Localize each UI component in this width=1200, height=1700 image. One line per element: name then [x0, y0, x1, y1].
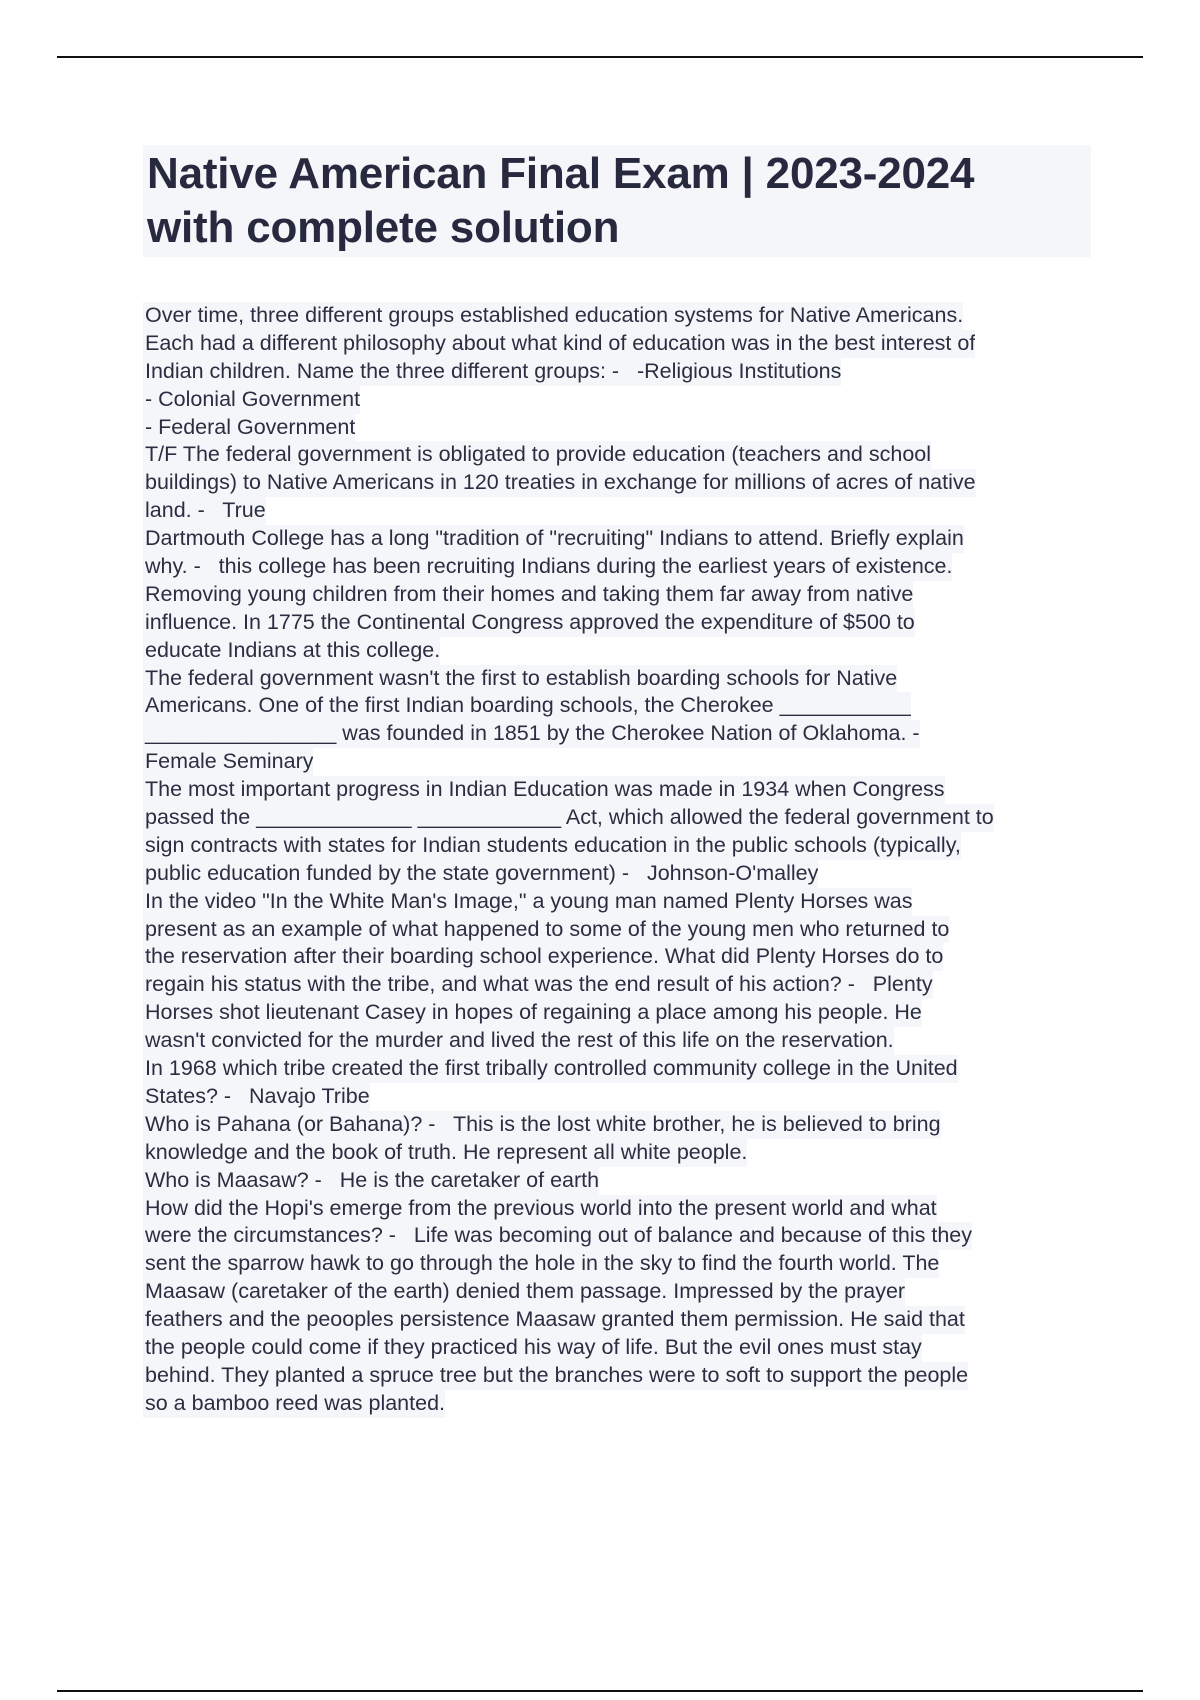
body-text-line: public education funded by the state government) - Johnson-O'malley: [143, 860, 818, 888]
body-text-line: ________________ was founded in 1851 by the Cherokee Nation of Oklahoma. -: [143, 720, 920, 748]
body-text-line: feathers and the peooples persistence Maasaw granted them permission. He said that: [143, 1306, 965, 1334]
body-text-line: States? - Navajo Tribe: [143, 1083, 370, 1111]
body-text-line: In the video "In the White Man's Image," a young man named Plenty Horses was: [143, 888, 912, 916]
body-text-line: - Colonial Government: [143, 386, 360, 414]
document-body: [143, 302, 1091, 1418]
body-text-line: T/F The federal government is obligated to provide education (teachers and school: [143, 441, 931, 469]
body-text-line: Each had a different philosophy about what kind of education was in the best interest of: [143, 330, 975, 358]
body-text-line: In 1968 which tribe created the first tribally controlled community college in the United: [143, 1055, 958, 1083]
title-line: Native American Final Exam | 2023-2024: [147, 149, 975, 198]
body-text-line: the people could come if they practiced his way of life. But the evil ones must stay: [143, 1334, 922, 1362]
body-text-line: Dartmouth College has a long "tradition of "recruiting" Indians to attend. Briefly explain: [143, 525, 964, 553]
body-text-line: behind. They planted a spruce tree but the branches were to soft to support the people: [143, 1362, 968, 1390]
body-text-line: educate Indians at this college.: [143, 637, 440, 665]
body-text-line: buildings) to Native Americans in 120 treaties in exchange for millions of acres of native: [143, 469, 976, 497]
body-text-line: why. - this college has been recruiting Indians during the earliest years of existence.: [143, 553, 952, 581]
body-text-line: - Federal Government: [143, 414, 355, 442]
title-line: with complete solution: [147, 203, 620, 252]
body-text-line: the reservation after their boarding school experience. What did Plenty Horses do to: [143, 943, 943, 971]
body-text-line: Over time, three different groups established education systems for Native Americans.: [143, 302, 963, 330]
header-rule: [57, 56, 1143, 58]
body-text-line: land. - True: [143, 497, 266, 525]
body-text-line: Maasaw (caretaker of the earth) denied them passage. Impressed by the prayer: [143, 1278, 905, 1306]
body-text-line: Who is Maasaw? - He is the caretaker of earth: [143, 1167, 599, 1195]
page-title: [147, 147, 1087, 255]
body-text-line: were the circumstances? - Life was becoming out of balance and because of this they: [143, 1222, 972, 1250]
body-text-line: Americans. One of the first Indian boarding schools, the Cherokee ___________: [143, 692, 911, 720]
body-text-line: influence. In 1775 the Continental Congress approved the expenditure of $500 to: [143, 609, 915, 637]
body-text-line: The most important progress in Indian Education was made in 1934 when Congress: [143, 776, 945, 804]
body-text-line: Indian children. Name the three different groups: - -Religious Institutions: [143, 358, 841, 386]
body-text-line: wasn't convicted for the murder and lived the rest of this life on the reservation.: [143, 1027, 894, 1055]
body-text-line: Female Seminary: [143, 748, 313, 776]
body-text-line: passed the _____________ ____________ Act, which allowed the federal government to: [143, 804, 994, 832]
body-text-line: so a bamboo reed was planted.: [143, 1390, 445, 1418]
body-text-line: Horses shot lieutenant Casey in hopes of regaining a place among his people. He: [143, 999, 922, 1027]
title-block: [143, 145, 1091, 257]
footer-rule: [57, 1690, 1143, 1692]
body-text-line: regain his status with the tribe, and what was the end result of his action? - Plenty: [143, 971, 933, 999]
body-text-line: How did the Hopi's emerge from the previous world into the present world and what: [143, 1195, 937, 1223]
body-text-line: present as an example of what happened to some of the young men who returned to: [143, 916, 949, 944]
body-text-line: sent the sparrow hawk to go through the hole in the sky to find the fourth world. The: [143, 1250, 939, 1278]
body-text-line: Who is Pahana (or Bahana)? - This is the lost white brother, he is believed to bring: [143, 1111, 941, 1139]
body-text-line: knowledge and the book of truth. He represent all white people.: [143, 1139, 747, 1167]
body-text-line: The federal government wasn't the first to establish boarding schools for Native: [143, 665, 897, 693]
body-text-line: Removing young children from their homes and taking them far away from native: [143, 581, 913, 609]
body-text-line: sign contracts with states for Indian students education in the public schools (typically,: [143, 832, 961, 860]
